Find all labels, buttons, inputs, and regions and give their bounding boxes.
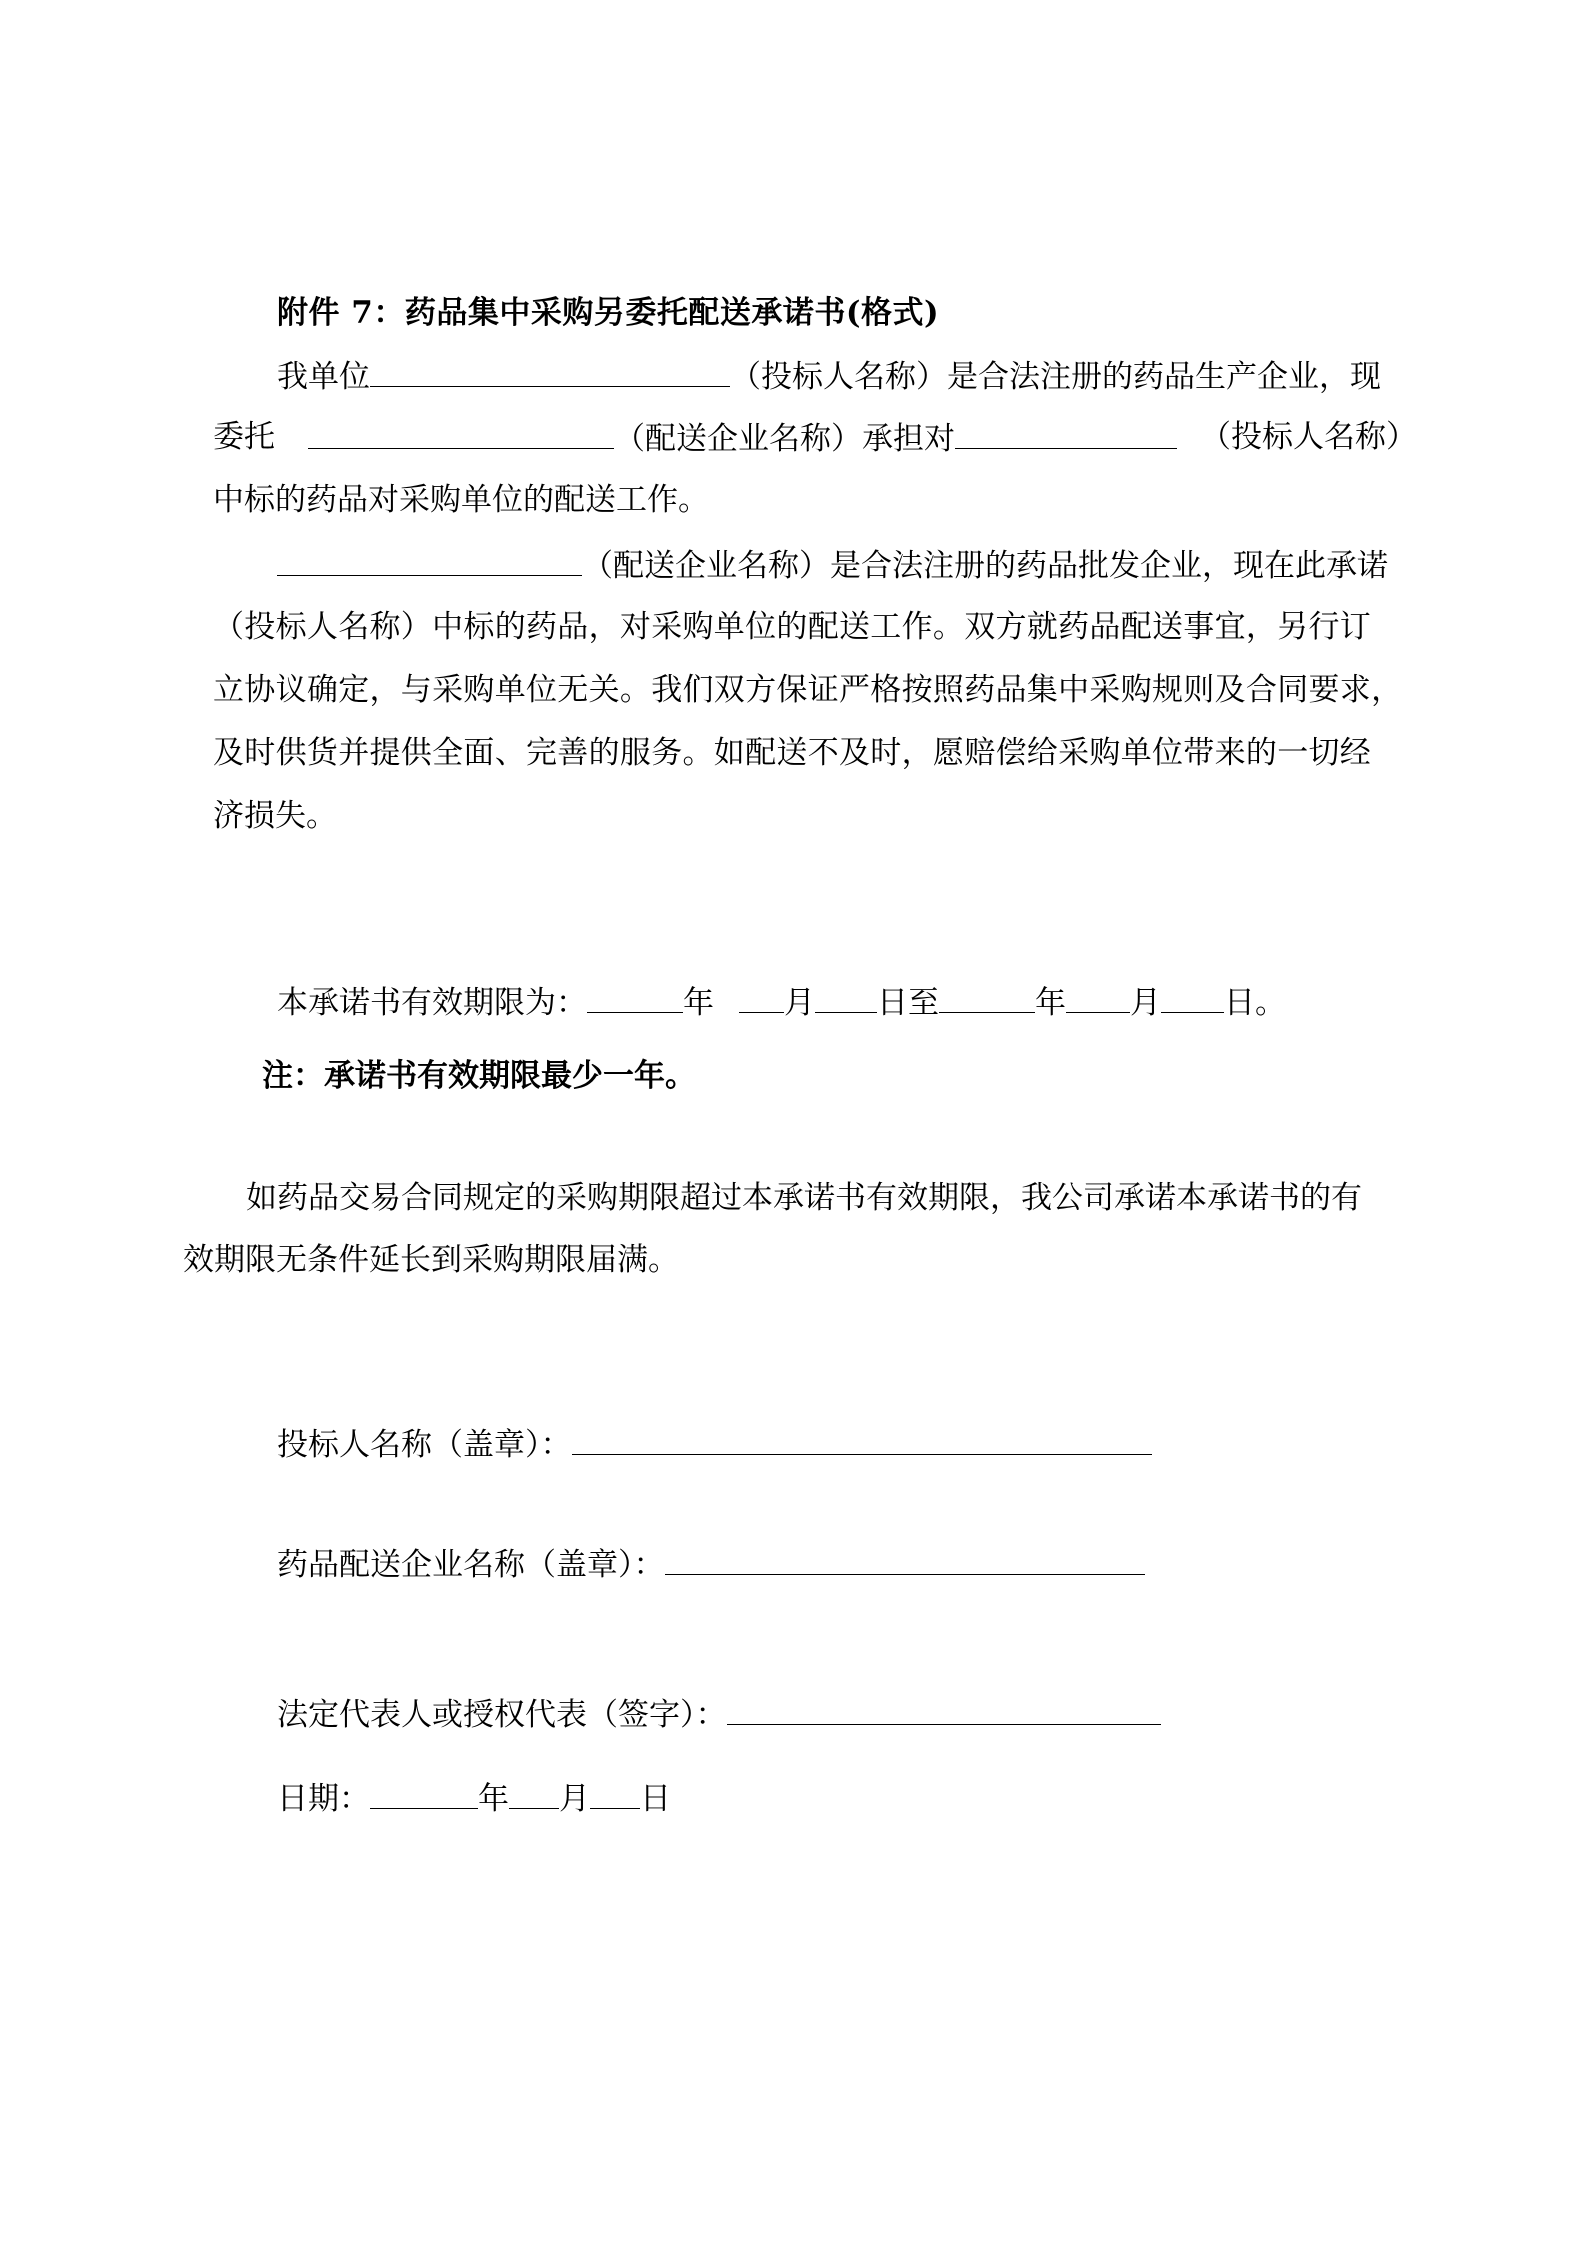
distributor-name-blank[interactable] <box>308 422 614 449</box>
para1-line2-right <box>1200 419 1417 455</box>
representative-signature-blank[interactable] <box>727 1698 1161 1725</box>
para1-line2-text-b: （配送企业名称）承担对 <box>614 421 955 457</box>
document-title: 附件 7：药品集中采购另委托配送承诺书(格式) <box>277 295 940 331</box>
date-month-blank[interactable] <box>509 1782 559 1809</box>
bidder-signature-line <box>277 1428 1152 1461</box>
date-year-blank[interactable] <box>370 1782 478 1809</box>
para1-line2-mid <box>308 422 1177 455</box>
validity-label: 本承诺书有效期限为： <box>277 985 587 1021</box>
para2-line1 <box>277 549 1388 582</box>
validity-month-label: 月 <box>784 985 815 1021</box>
bidder-name-blank[interactable] <box>370 360 730 387</box>
bidder-name-blank-2[interactable] <box>955 422 1177 449</box>
distributor-signature-blank[interactable] <box>665 1548 1145 1575</box>
para1-line1-text-a: 我单位 <box>277 359 370 395</box>
para1-line2-text-c: （投标人名称） <box>1200 419 1417 455</box>
validity-end-month-blank[interactable] <box>1066 986 1130 1013</box>
para1-line3: 中标的药品对采购单位的配送工作。 <box>213 482 709 518</box>
date-day-label: 日 <box>640 1781 671 1817</box>
validity-line <box>277 986 1286 1019</box>
para2-line2: （投标人名称）中标的药品，对采购单位的配送工作。双方就药品配送事宜，另行订 <box>213 609 1372 645</box>
bidder-signature-label: 投标人名称（盖章）： <box>277 1427 572 1463</box>
date-day-blank[interactable] <box>590 1782 640 1809</box>
para2-line4: 及时供货并提供全面、完善的服务。如配送不及时，愿赔偿给采购单位带来的一切经 <box>213 735 1372 771</box>
distributor-signature-line <box>277 1548 1145 1581</box>
validity-year-label: 年 <box>683 985 714 1021</box>
validity-start-year-blank[interactable] <box>587 986 683 1013</box>
distributor-signature-label: 药品配送企业名称（盖章）： <box>277 1547 665 1583</box>
date-year-label: 年 <box>478 1781 509 1817</box>
validity-start-month-blank[interactable] <box>739 986 784 1013</box>
extension-line1: 如药品交易合同规定的采购期限超过本承诺书有效期限，我公司承诺本承诺书的有 <box>246 1180 1362 1216</box>
representative-signature-label: 法定代表人或授权代表（签字）： <box>277 1697 727 1733</box>
validity-year2-label: 年 <box>1035 985 1066 1021</box>
para1-line2-text-a: 委托 <box>213 419 275 455</box>
bidder-signature-blank[interactable] <box>572 1428 1152 1455</box>
validity-note: 注：承诺书有效期限最少一年。 <box>262 1058 696 1094</box>
para1-line2-left <box>213 419 275 455</box>
date-month-label: 月 <box>559 1781 590 1817</box>
distributor-name-blank-2[interactable] <box>277 549 582 576</box>
date-line <box>277 1782 671 1815</box>
validity-end-day-blank[interactable] <box>1161 986 1224 1013</box>
validity-day-to-label: 日至 <box>877 985 939 1021</box>
para1-line1-text-b: （投标人名称）是合法注册的药品生产企业，现 <box>730 359 1381 395</box>
date-label: 日期： <box>277 1781 370 1817</box>
validity-day-end-label: 日。 <box>1224 985 1286 1021</box>
para2-line5: 济损失。 <box>213 798 337 834</box>
para1-line1 <box>277 360 1381 393</box>
para2-line1-text: （配送企业名称）是合法注册的药品批发企业，现在此承诺 <box>582 548 1388 584</box>
validity-end-year-blank[interactable] <box>939 986 1035 1013</box>
validity-month2-label: 月 <box>1130 985 1161 1021</box>
para2-line3: 立协议确定，与采购单位无关。我们双方保证严格按照药品集中采购规则及合同要求， <box>213 672 1403 708</box>
validity-start-day-blank[interactable] <box>815 986 877 1013</box>
extension-line2: 效期限无条件延长到采购期限届满。 <box>183 1242 679 1278</box>
representative-signature-line <box>277 1698 1161 1731</box>
